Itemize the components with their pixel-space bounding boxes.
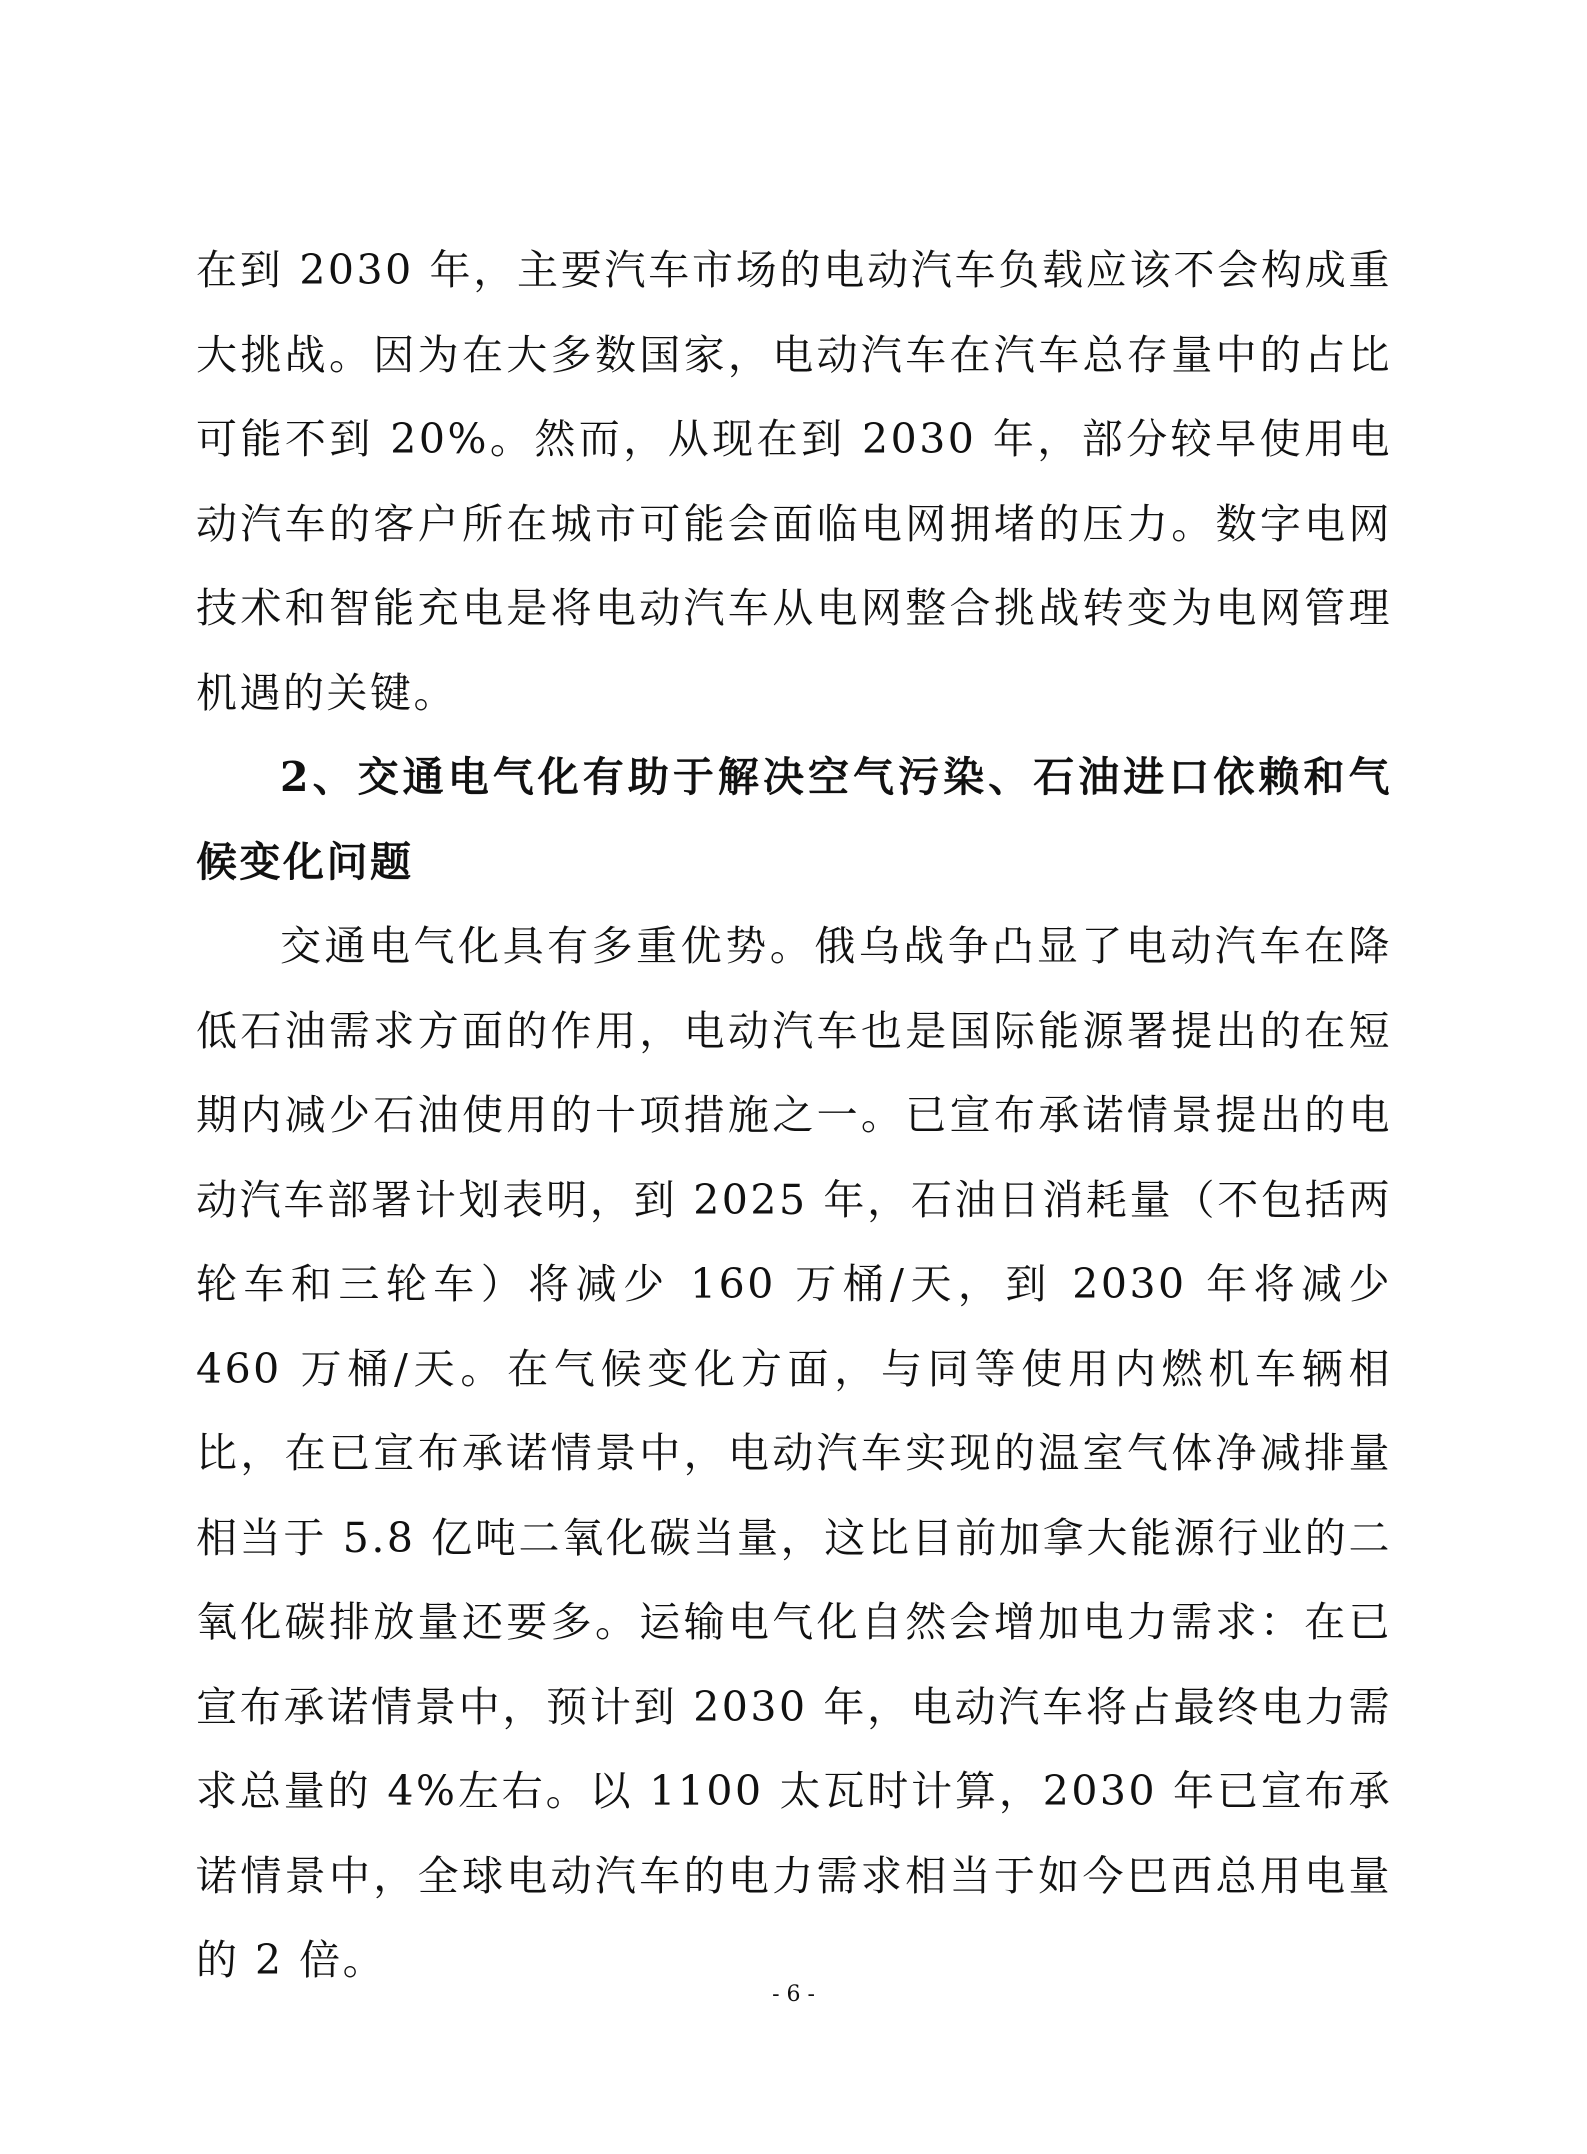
paragraph-grid-integration: 在到 2030 年，主要汽车市场的电动汽车负载应该不会构成重大挑战。因为在大多数国家，电动汽车在汽车总存量中的占比可能不到 20%。然而，从现在到 2030 年，部分较早使用电动汽车的客户所在城市可能会面临电网拥堵的压力。数字电网技术和智能充电是将电动汽车从电网整合挑战转变为电网管理机遇的关键。	[196, 246, 1392, 717]
paragraph-electrification-benefits: 交通电气化具有多重优势。俄乌战争凸显了电动汽车在降低石油需求方面的作用，电动汽车也是国际能源署提出的在短期内减少石油使用的十项措施之一。已宣布承诺情景提出的电动汽车部署计划表明，到 2025 年，石油日消耗量（不包括两轮车和三轮车）将减少 160 万桶/天，到 2030 年将减少 460 万桶/天。在气候变化方面，与同等使用内燃机车辆相比，在已宣布承诺情景中，电动汽车实现的温室气体净减排量相当于 5.8 亿吨二氧化碳当量，这比目前加拿大能源行业的二氧化碳排放量还要多。运输电气化自然会增加电力需求：在已宣布承诺情景中，预计到 2030 年，电动汽车将占最终电力需求总量的 4%左右。以 1100 太瓦时计算，2030 年已宣布承诺情景中，全球电动汽车的电力需求相当于如今巴西总用电量的 2 倍。	[196, 922, 1392, 1984]
body-text	[196, 228, 1392, 2003]
page-number: - 6 -	[772, 1982, 815, 2007]
section-heading: 2、交通电气化有助于解决空气污染、石油进口依赖和气候变化问题	[196, 753, 1392, 886]
